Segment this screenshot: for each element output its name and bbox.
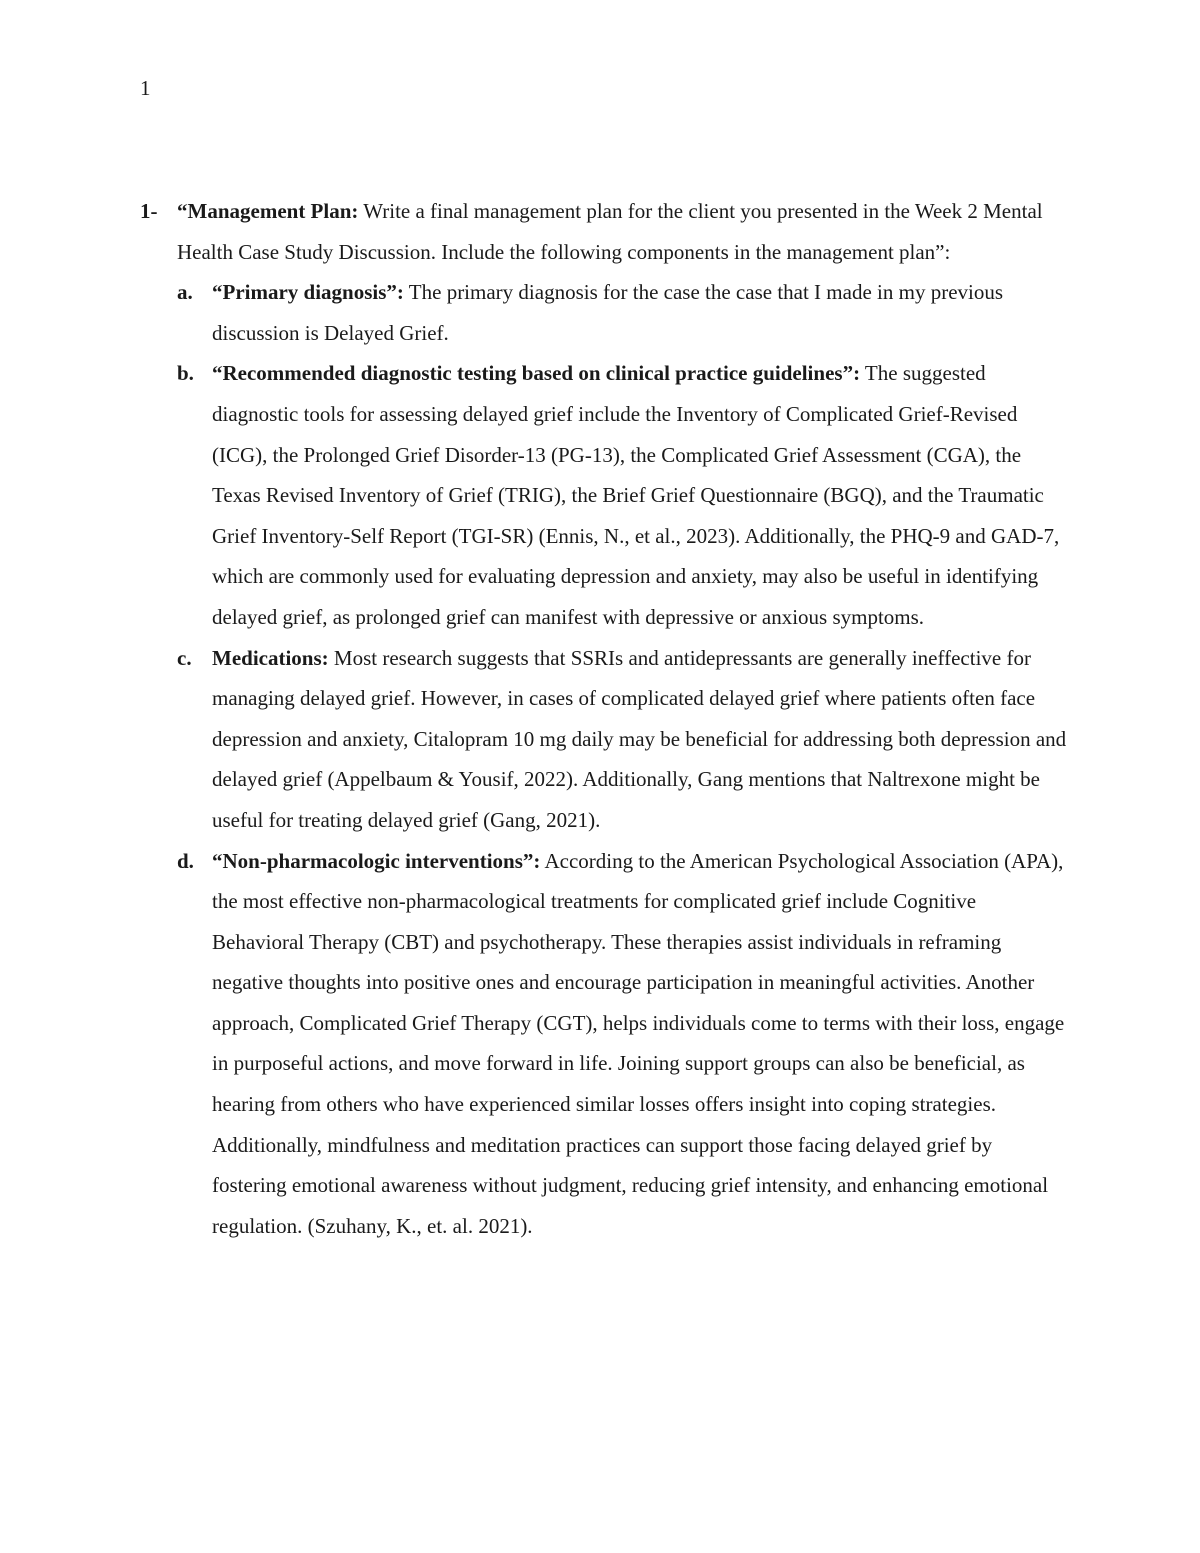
sub-marker: d. [177, 848, 194, 873]
sub-heading: Medications: [212, 645, 329, 670]
sub-heading: “Recommended diagnostic testing based on clinical practice guidelines”: [212, 361, 861, 386]
page-number: 1 [140, 76, 151, 100]
list-item-1 [140, 191, 1070, 272]
sub-item-d [177, 841, 1070, 1247]
list-marker: 1- [140, 199, 158, 223]
sub-text: Most research suggests that SSRIs and antidepressants are generally ineffective for managing delayed grief. However, in cases of complicated delayed grief where patients often face depression and anxiety, Citalopram 10 mg daily may be beneficial for addressing both depression and delayed grief (Appelbaum & Yousif, 2022). Additionally, Gang mentions that Naltrexone might be useful for treating delayed grief (Gang, 2021). [212, 645, 1067, 832]
sub-item-c [177, 638, 1070, 841]
sub-item-text [212, 638, 1070, 841]
sub-list [140, 272, 1070, 1246]
sub-marker: b. [177, 361, 194, 386]
document-body [140, 191, 1070, 1246]
sub-item-text [212, 841, 1070, 1247]
sub-item-a [177, 272, 1070, 353]
sub-heading: “Primary diagnosis”: [212, 280, 404, 305]
item-text: Write a final management plan for the client you presented in the Week 2 Mental Health Case Study Discussion. Include the following components in the management plan”: [177, 199, 1043, 264]
sub-heading: “Non-pharmacologic interventions”: [212, 848, 541, 873]
sub-item-text [212, 353, 1070, 637]
sub-item-b [177, 353, 1070, 637]
sub-marker: a. [177, 280, 193, 305]
sub-marker: c. [177, 645, 192, 670]
sub-text: The suggested diagnostic tools for assessing delayed grief include the Inventory of Complicated Grief-Revised (ICG), the Prolonged Grief Disorder-13 (PG-13), the Complicated Grief Assessment (CGA), the Texas Revised Inventory of Grief (TRIG), the Brief Grief Questionnaire (BGQ), and the Traumatic Grief Inventory-Self Report (TGI-SR) (Ennis, N., et al., 2023). Additionally, the PHQ-9 and GAD-7, which are commonly used for evaluating depression and anxiety, may also be useful in identifying delayed grief, as prolonged grief can manifest with depressive or anxious symptoms. [212, 361, 1060, 629]
sub-item-text [212, 272, 1070, 353]
item-heading: “Management Plan: [177, 199, 359, 223]
sub-text: The primary diagnosis for the case the case that I made in my previous discussion is Delayed Grief. [212, 280, 1004, 345]
sub-text: According to the American Psychological Association (APA), the most effective non-pharmacological treatments for complicated grief include Cognitive Behavioral Therapy (CBT) and psychotherapy. These therapies assist individuals in reframing negative thoughts into positive ones and encourage participation in meaningful activities. Another approach, Complicated Grief Therapy (CGT), helps individuals come to terms with their loss, engage in purposeful actions, and move forward in life. Joining support groups can also be beneficial, as hearing from others who have experienced similar losses offers insight into coping strategies. Additionally, mindfulness and meditation practices can support those facing delayed grief by fostering emotional awareness without judgment, reducing grief intensity, and enhancing emotional regulation. (Szuhany, K., et. al. 2021). [212, 848, 1065, 1238]
list-item-text [177, 191, 1070, 272]
